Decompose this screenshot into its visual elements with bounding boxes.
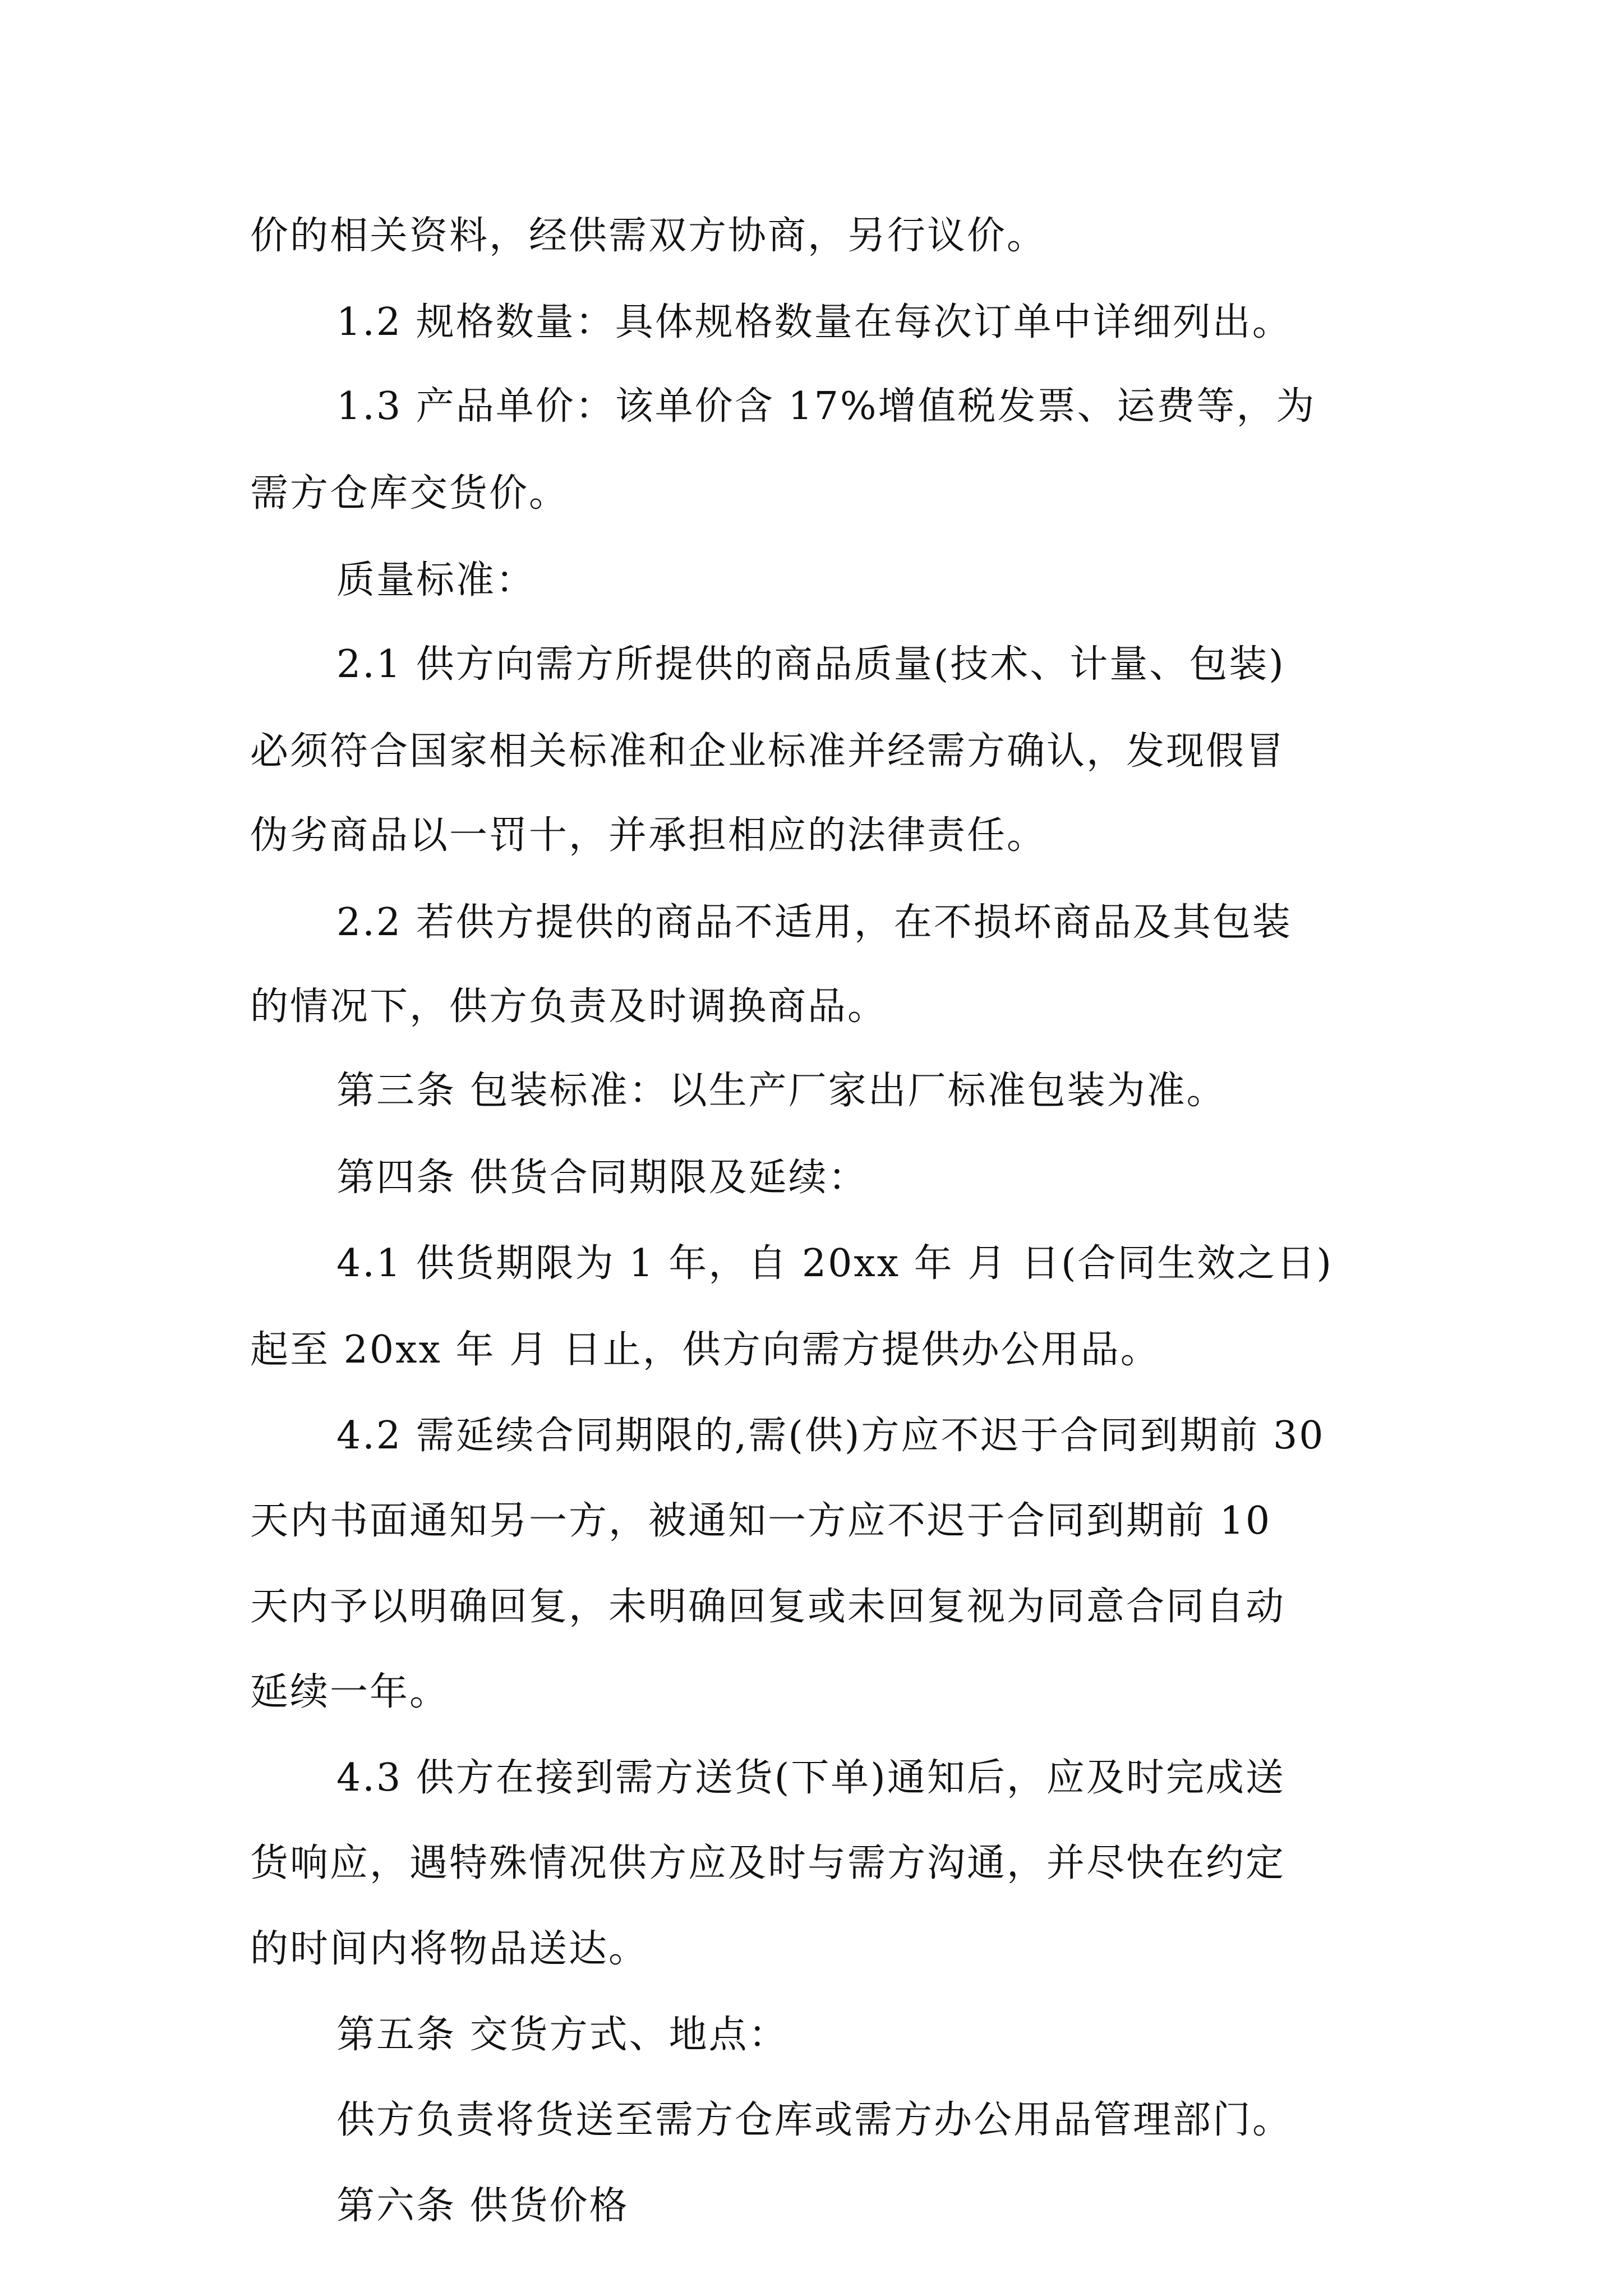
text-line: 的时间内将物品送达。 bbox=[250, 1927, 649, 1971]
text-line: 起至 20xx 年 月 日止，供方向需方提供办公用品。 bbox=[250, 1328, 1160, 1372]
text-line: 1.2 规格数量：具体规格数量在每次订单中详细列出。 bbox=[336, 300, 1292, 344]
text-line: 货响应，遇特殊情况供方应及时与需方沟通，并尽快在约定 bbox=[250, 1841, 1286, 1885]
text-line: 第三条 包装标准：以生产厂家出厂标准包装为准。 bbox=[336, 1069, 1227, 1113]
text-line: 4.1 供货期限为 1 年，自 20xx 年 月 日(合同生效之日) bbox=[336, 1241, 1333, 1286]
text-line: 第四条 供货合同期限及延续： bbox=[336, 1156, 868, 1200]
text-line: 2.2 若供方提供的商品不适用，在不损坏商品及其包装 bbox=[336, 900, 1292, 945]
text-line: 价的相关资料，经供需双方协商，另行议价。 bbox=[250, 214, 1047, 258]
text-line: 第五条 交货方式、地点： bbox=[336, 2013, 789, 2057]
text-line: 第六条 供货价格 bbox=[336, 2184, 629, 2228]
text-line: 必须符合国家相关标准和企业标准并经需方确认，发现假冒 bbox=[250, 729, 1286, 774]
text-line: 供方负责将货送至需方仓库或需方办公用品管理部门。 bbox=[336, 2098, 1293, 2142]
text-line: 天内书面通知另一方，被通知一方应不迟于合同到期前 10 bbox=[250, 1499, 1272, 1543]
text-line: 4.2 需延续合同期限的,需(供)方应不迟于合同到期前 30 bbox=[336, 1414, 1325, 1458]
text-line: 质量标准： bbox=[336, 558, 536, 602]
text-line: 需方仓库交货价。 bbox=[250, 471, 569, 516]
text-line: 4.3 供方在接到需方送货(下单)通知后，应及时完成送 bbox=[336, 1756, 1285, 1800]
text-line: 1.3 产品单价：该单价含 17%增值税发票、运费等，为 bbox=[336, 384, 1316, 429]
text-line: 伪劣商品以一罚十，并承担相应的法律责任。 bbox=[250, 813, 1047, 858]
text-line: 的情况下，供方负责及时调换商品。 bbox=[250, 984, 888, 1029]
text-line: 延续一年。 bbox=[250, 1670, 450, 1714]
text-line: 2.1 供方向需方所提供的商品质量(技术、计量、包装) bbox=[336, 642, 1285, 687]
text-line: 天内予以明确回复，未明确回复或未回复视为同意合同自动 bbox=[250, 1585, 1286, 1629]
